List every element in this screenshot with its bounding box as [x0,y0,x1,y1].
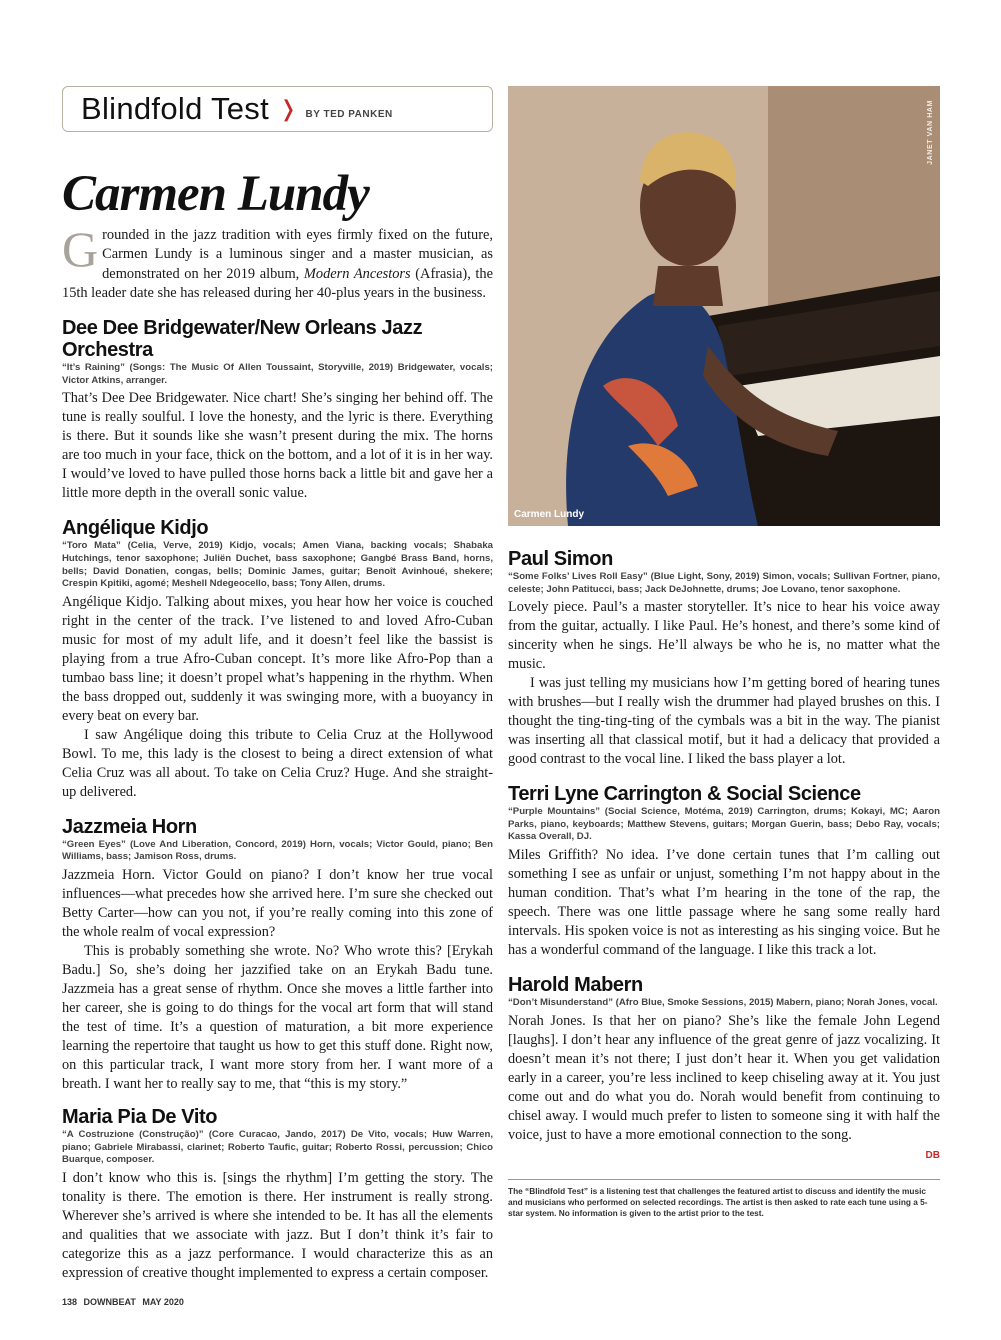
review-paragraph: Jazzmeia Horn. Victor Gould on piano? I don’t know her true vocal influences—what precedes how she arrived here. I’m sure she checked out Betty Carter—how can you not, if you’re really coming into this zone of the whole realm of vocal expression? [62,866,493,940]
review-heading: Angélique Kidjo [62,517,209,540]
end-mark: DB [925,1149,940,1161]
track-credits: “Some Folks’ Lives Roll Easy” (Blue Light, Sony, 2019) Simon, vocals; Sullivan Fortner, piano, celeste; John Patitucci, bass; Jack DeJohnette, drums; Joe Lovano, tenor saxophone. [508,571,940,595]
section-title: Blindfold Test [81,91,270,126]
page-number: 138 [62,1297,78,1307]
review-heading: Maria Pia De Vito [62,1105,218,1128]
byline: BY TED PANKEN [305,108,393,120]
photo-caption: Carmen Lundy [514,509,585,520]
review-heading: Jazzmeia Horn [62,815,197,838]
review-heading: Paul Simon [508,548,613,570]
track-credits: “It’s Raining” (Songs: The Music Of Allen Toussaint, Storyville, 2019) Bridgewater, vocals; Victor Atkins, arranger. [62,362,493,386]
track-credits: “Toro Mata” (Celia, Verve, 2019) Kidjo, vocals; Amen Viana, backing vocals; Shabaka Hutchings, tenor saxophone; Juliën Duchet, bass saxophone; Gangbé Brass Band, horns, bells; David Donatien, congas, bells; Dominic James, guitar; Benoît Avinhoué, shekere; Crespin Kpitiki, agomé; Meshell Ndegeocello, bass; Tony Allen, drums. [62,540,493,590]
intro-paragraph: Grounded in the jazz tradition with eyes firmly fixed on the future, Carmen Lundy is a luminous singer and a master musician, as demonstrated on her 2019 album, Modern Ancestors (Afrasia), the 15th leader date she has released during her 40-plus years in the business. [62,221,494,301]
track-credits: “Green Eyes” (Love And Liberation, Concord, 2019) Horn, vocals; Victor Gould, piano; Ben Williams, bass; Jamison Ross, drums. [62,838,493,863]
review-paragraph: I saw Angélique doing this tribute to Celia Cruz at the Hollywood Bowl. To me, this lady is the closest to being a direct extension of what Celia Cruz was all about. To take on Celia Cruz? Huge. And she straight-up delivered. [62,726,493,800]
track-credits: “Purple Mountains” (Social Science, Motéma, 2019) Carrington, drums; Kokayi, MC; Aaron Parks, piano, keyboards; Matthew Stevens, guitars; Morgan Guerin, bass; Debo Ray, vocals; Kassa Overall, DJ. [508,806,940,843]
review-paragraph: Miles Griffith? No idea. I’ve done certain tunes that I’m calling out something I see as unfair or unjust, something I’m not happy about in the human condition. That’s what I’m hearing in the tone of the rap, the speech. There was one little passage where he sang some really hard intervals. His spoken voice is not as interesting as his singing voice. But he has a wonderful command of the language. I like this track a lot. [508,846,940,958]
issue-date: MAY 2020 [142,1297,184,1307]
section-header [62,86,493,132]
review-paragraph: I was just telling my musicians how I’m getting bored of hearing tunes with brushes—but I really wish the drummer had played brushes on this. I thought the ting-ting-ting of the cymbals was a bit in the way. The pianist was inserting all that classical motif, but it had a delicacy that provided a good contrast to the vocal line. I liked the bass player a lot. [508,675,940,768]
photo-illustration [508,86,940,526]
left-column [62,86,493,1283]
review-paragraph: This is probably something she wrote. No? Who wrote this? [Erykah Badu.] So, she’s doing her jazzified take on an Erykah Badu tune. Jazzmeia has a great sense of rhythm. Once she moves a little farther into her career, she is going to do things for the vocal art form that will stand the test of time. It’s a question of maturation, a bit more experience learning the repertoire that taught us how to get this stuff done. Right now, on this particular track, I want more story from her. I want more of a breath. I want her to really say to me, that “this is my story.” [62,942,493,1092]
review-paragraph: Lovely piece. Paul’s a master storyteller. It’s nice to hear his voice away from the guitar, actually. I like Paul. He’s honest, and there’s some kind of sincerity when he sings. He’ll always be who he is, no matter what the music. [508,599,940,673]
review-paragraph: I don’t know who this is. [sings the rhythm] I’m getting the story. The tonality is there. The emotion is there. Her instrument is really strong. Wherever she’s arrived is where she intended to be. It has all the elements and qualities that we associate with jazz. But I don’t think it’s fair to categorize this as a jazz performance. I would characterize this as an expression of creative thought implemented to express a certain composer. [62,1169,493,1281]
review-heading: Dee Dee Bridgewater/New Orleans Jazz Orchestra [62,317,423,362]
chevron-right-icon: ❭ [279,96,298,122]
review-heading: Terri Lyne Carrington & Social Science [508,783,861,806]
review-paragraph: That’s Dee Dee Bridgewater. Nice chart! She’s singing her behind off. The tune is really soulful. I love the honesty, and the lyric is there. Everything is there. But it sounds like she wasn’t present during the mix. The horns are too much in your face, thick on the bottom, and a lot of it is in her way. I would’ve loved to have pulled those horns back a little bit and gave her a little more depth in the overall sonic value. [62,390,493,502]
page-folio [62,1297,188,1307]
review-paragraph: Norah Jones. Is that her on piano? She’s like the female John Legend [laughs]. I don’t hear any influence of the great genre of jazz vocalizing. It doesn’t mean it’s not there; I just don’t hear it. When you get validation early in a career, you’re less inclined to keep chiseling away at it. You just come out and do what you do. Norah would benefit from continuing to chisel away. I would much prefer to listen to someone sing it with half the voice, just to have a more emotional connection to the song. [508,1012,940,1143]
drop-cap: G [62,221,99,277]
artist-photo [508,86,940,526]
track-credits: “A Costruzione (Construção)” (Core Curacao, Jando, 2017) De Vito, vocals; Huw Warren, piano; Gabriele Mirabassi, clarinet; Roberto Taufic, guitar; Roberto Rossi, percussion; Chico Buarque, composer. [62,1128,493,1166]
album-title: Modern Ancestors [303,265,411,282]
article-title: Carmen Lundy [62,166,369,222]
footer-note: The “Blindfold Test” is a listening test that challenges the featured artist to discuss and identify the music and musicians who performed on selected recordings. The artist is then asked to rate each tune using a 5-star system. No information is given to the artist prior to the test. [508,1179,940,1219]
review-heading: Harold Mabern [508,973,643,996]
magazine-name: DOWNBEAT [83,1297,136,1307]
photo-credit: JANET VAN HAM [927,100,934,165]
right-column [508,86,940,1227]
review-paragraph: Angélique Kidjo. Talking about mixes, you hear how her voice is couched right in the center of the track. I’ve listened to and loved Afro-Cuban music for most of my adult life, and it doesn’t feel like the bassist is playing from a true Afro-Cuban concept. It’s more like Afro-Pop than a tumbao bass line; it doesn’t propel what’s happening in the rhythm. When the bass dropped out, suddenly it was swinging more, with a buoyancy in every beat on every bar. [62,593,493,724]
track-credits: “Don’t Misunderstand” (Afro Blue, Smoke Sessions, 2015) Mabern, piano; Norah Jones, vocal. [508,996,938,1008]
